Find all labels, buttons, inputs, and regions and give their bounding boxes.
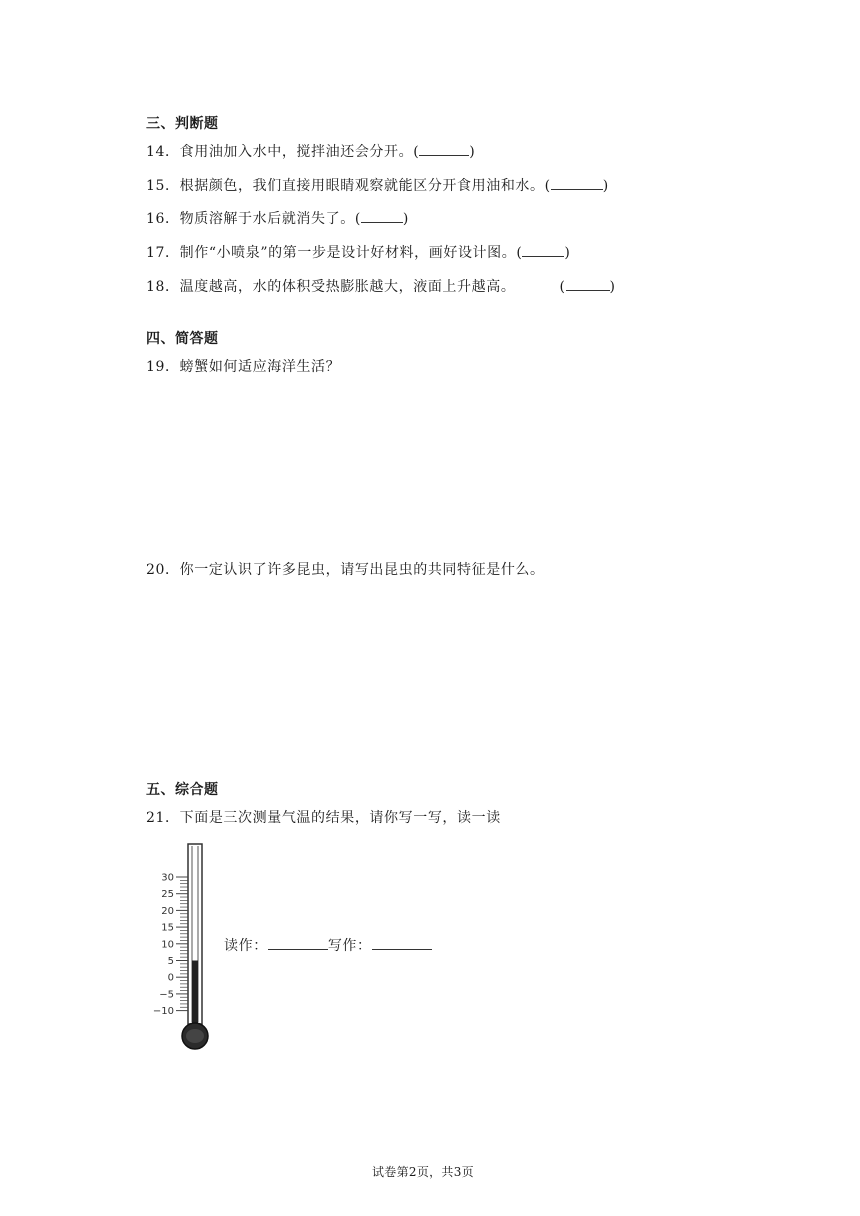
write-label: 写作： — [327, 938, 372, 954]
open-paren: ( — [559, 279, 566, 295]
scale-tick-label: 0 — [167, 972, 174, 984]
read-label: 读作： — [224, 938, 268, 954]
thermometer-figure — [150, 840, 230, 1055]
question-14 — [146, 141, 475, 161]
question-17 — [146, 242, 570, 262]
scale-tick-label: 15 — [161, 922, 174, 934]
read-answer-blank[interactable] — [268, 937, 328, 950]
section-heading-comprehensive: 五、综合题 — [146, 782, 219, 798]
page-footer: 试卷第2页，共3页 — [372, 1165, 474, 1179]
question-number: 17． — [146, 245, 180, 261]
question-number: 16． — [146, 211, 180, 227]
scale-tick-label: 5 — [167, 956, 174, 967]
question-18 — [146, 276, 616, 296]
question-19 — [146, 356, 340, 376]
section-heading-judge: 三、判断题 — [146, 116, 219, 132]
question-text: 下面是三次测量气温的结果，请你写一写，读一读 — [179, 810, 501, 826]
question-text: 根据颜色，我们直接用眼睛观察就能区分开食用油和水。( — [179, 178, 551, 194]
close-paren: ) — [602, 178, 609, 194]
question-number: 21． — [146, 810, 180, 826]
close-paren: ) — [564, 245, 571, 261]
scale-tick-label: −5 — [159, 989, 174, 1001]
close-paren: ) — [402, 211, 409, 227]
question-text: 物质溶解于水后就消失了。( — [179, 211, 361, 227]
question-number: 20． — [146, 562, 180, 578]
answer-blank[interactable] — [361, 210, 403, 223]
question-number: 14． — [146, 144, 180, 160]
answer-blank[interactable] — [419, 143, 469, 156]
question-number: 19． — [146, 359, 180, 375]
thermometer-bulb-shine — [186, 1029, 204, 1043]
scale-tick-label: 30 — [161, 872, 174, 884]
section-heading-short-answer: 四、简答题 — [146, 331, 219, 347]
thermometer-liquid-column — [192, 961, 198, 1033]
question-16 — [146, 208, 409, 228]
close-paren: ) — [469, 144, 476, 160]
answer-blank[interactable] — [522, 244, 564, 257]
scale-tick-label: 10 — [161, 939, 174, 951]
answer-blank[interactable] — [551, 177, 603, 190]
close-paren: ) — [609, 279, 616, 295]
question-text: 制作“小喷泉”的第一步是设计好材料，画好设计图。( — [179, 245, 523, 261]
question-text: 螃蟹如何适应海洋生活？ — [179, 359, 341, 375]
question-text: 食用油加入水中，搅拌油还会分开。( — [179, 144, 420, 160]
scale-tick-label: 25 — [161, 889, 174, 901]
question-number: 15． — [146, 178, 180, 194]
question-15 — [146, 175, 609, 195]
scale-tick-label: 20 — [161, 905, 174, 917]
answer-blank[interactable] — [566, 278, 610, 291]
question-21 — [146, 807, 501, 827]
question-20 — [146, 559, 545, 579]
question-text: 你一定认识了许多昆虫，请写出昆虫的共同特征是什么。 — [179, 562, 545, 578]
question-number: 18． — [146, 279, 180, 295]
question-text: 温度越高，水的体积受热膨胀越大，液面上升越高。 — [179, 279, 516, 295]
write-answer-blank[interactable] — [372, 937, 432, 950]
scale-tick-label: −10 — [152, 1006, 174, 1018]
thermometer-answer-row — [224, 935, 432, 955]
